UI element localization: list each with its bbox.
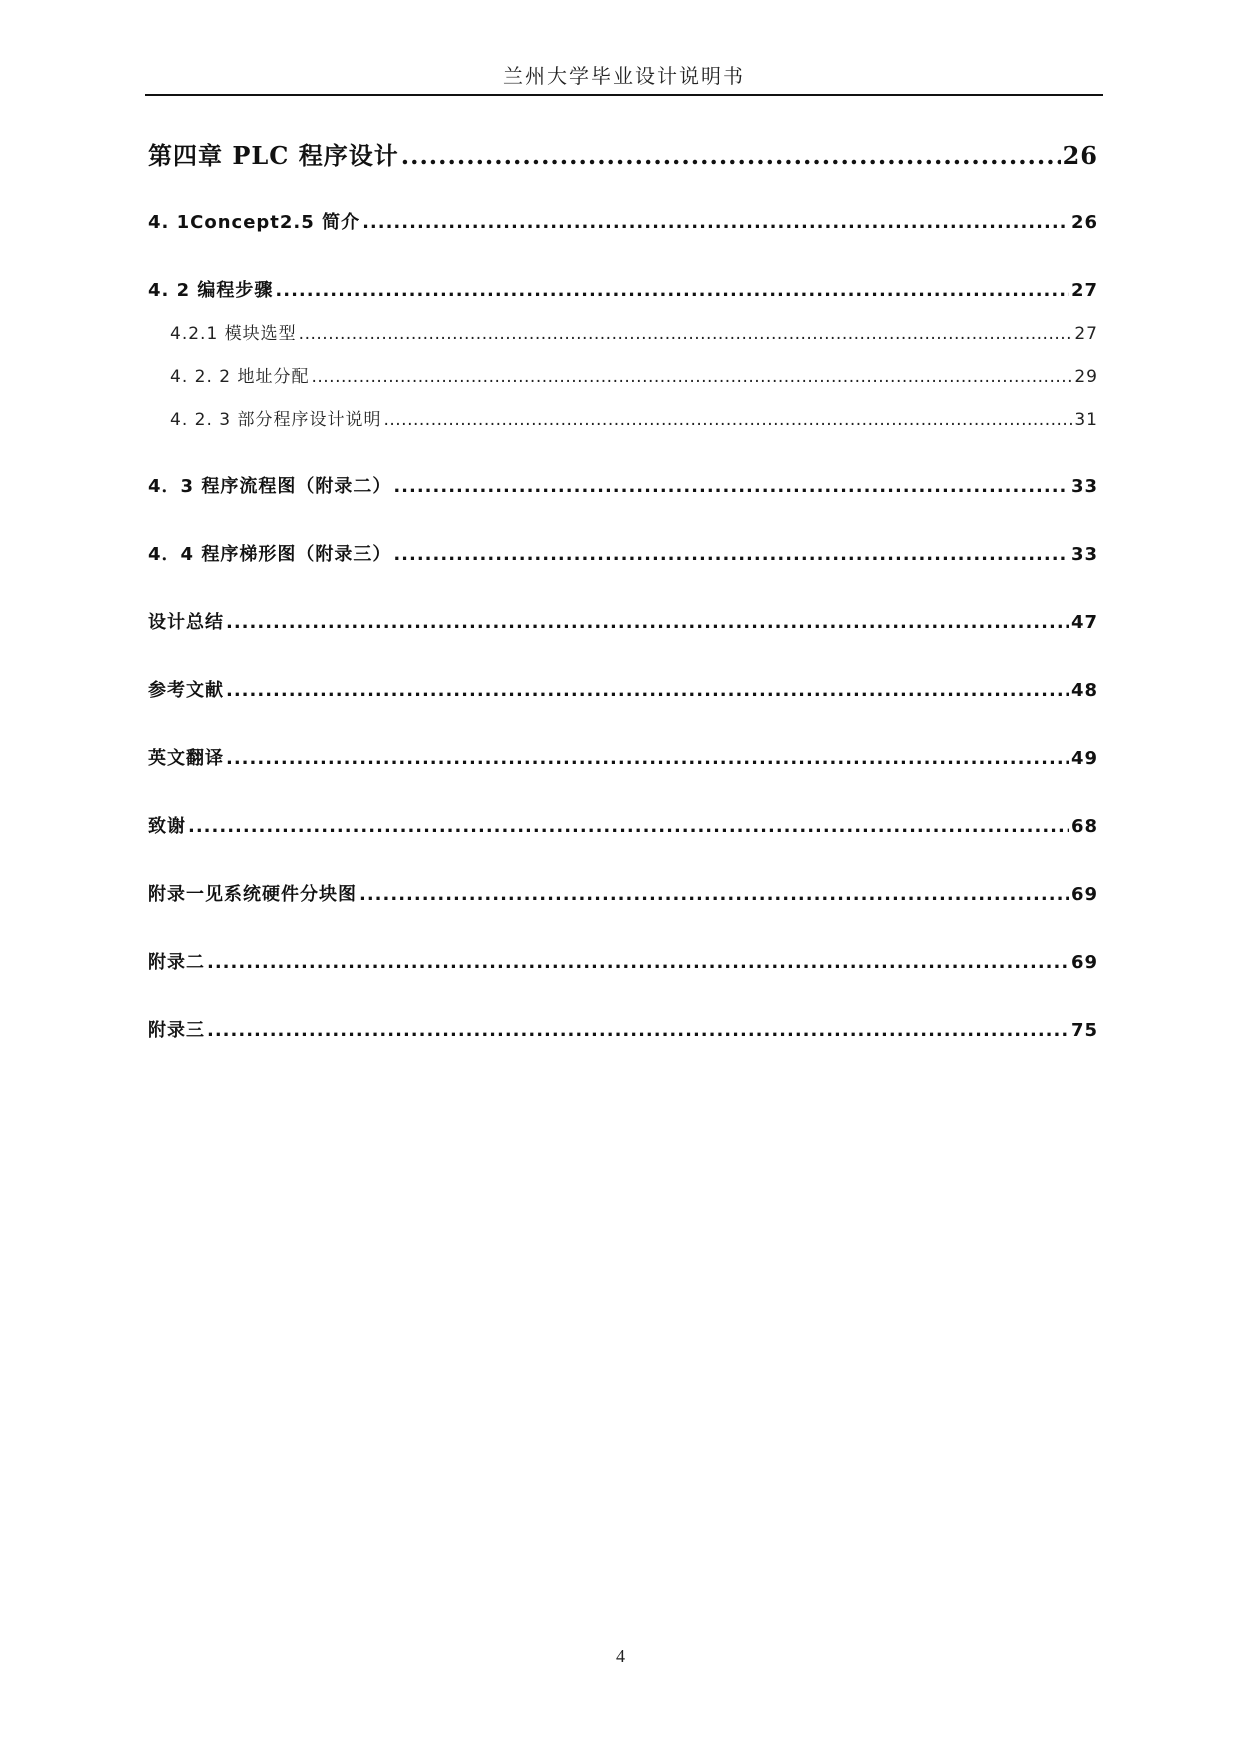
toc-dot-leader [311,367,1072,387]
toc-entry-title: 4．3 程序流程图（附录二） [148,476,392,497]
toc-entry-title: 第四章 PLC 程序设计 [148,141,399,170]
toc-entry-title: 参考文献 [148,680,224,701]
toc-entry-title: 4. 2 编程步骤 [148,280,274,301]
toc-entry-title: 4. 1Concept2.5 简介 [148,212,361,233]
toc-entry-english-translation[interactable] [148,744,1098,770]
toc-entry-4-2[interactable] [148,276,1098,302]
toc-entry-page: 26 [1070,212,1098,233]
toc-entry-page: 26 [1062,141,1098,170]
page-number: 4 [616,1646,625,1666]
toc-entry-chapter-4[interactable] [148,136,1098,171]
toc-entry-design-summary[interactable] [148,608,1098,634]
toc-entry-acknowledgements[interactable] [148,812,1098,838]
toc-entry-references[interactable] [148,676,1098,702]
toc-entry-title: 附录二 [148,952,205,973]
toc-entry-page: 48 [1070,680,1098,701]
toc-entry-appendix-2[interactable] [148,948,1098,974]
toc-entry-title: 4.2.1 模块选型 [170,324,297,344]
toc-entry-title: 4. 2. 3 部分程序设计说明 [170,410,382,430]
page-header-title: 兰州大学毕业设计说明书 [503,64,745,88]
toc-entry-page: 69 [1070,952,1098,973]
toc-entry-title: 英文翻译 [148,748,224,769]
toc-dot-leader [359,884,1069,905]
toc-entry-4-1[interactable] [148,208,1098,234]
toc-dot-leader [401,141,1061,170]
toc-entry-title: 4. 2. 2 地址分配 [170,367,310,387]
toc-entry-page: 27 [1070,280,1098,301]
toc-entry-4-2-3[interactable] [148,405,1098,430]
toc-dot-leader [299,324,1073,344]
toc-entry-title: 附录三 [148,1020,205,1041]
toc-dot-leader [188,816,1069,837]
toc-entry-page: 27 [1074,324,1098,344]
toc-dot-leader [393,544,1069,565]
toc-dot-leader [207,952,1069,973]
toc-entry-appendix-3[interactable] [148,1016,1098,1042]
toc-dot-leader [226,748,1069,769]
toc-entry-page: 49 [1070,748,1098,769]
toc-entry-page: 33 [1070,476,1098,497]
toc-entry-4-4[interactable] [148,540,1098,566]
toc-dot-leader [226,680,1069,701]
toc-dot-leader [207,1020,1069,1041]
toc-entry-appendix-1[interactable] [148,880,1098,906]
header-divider [145,94,1103,96]
toc-entry-page: 31 [1074,410,1098,430]
toc-entry-page: 68 [1070,816,1098,837]
toc-entry-4-3[interactable] [148,472,1098,498]
toc-entry-4-2-1[interactable] [148,319,1098,344]
toc-dot-leader [362,212,1069,233]
toc-entry-title: 设计总结 [148,612,224,633]
toc-entry-title: 附录一见系统硬件分块图 [148,884,357,905]
toc-entry-page: 47 [1070,612,1098,633]
toc-entry-title: 致谢 [148,816,186,837]
toc-entry-4-2-2[interactable] [148,362,1098,387]
toc-entry-page: 29 [1074,367,1098,387]
toc-dot-leader [275,280,1069,301]
toc-dot-leader [383,410,1072,430]
toc-entry-page: 69 [1070,884,1098,905]
toc-entry-page: 33 [1070,544,1098,565]
toc-entry-page: 75 [1070,1020,1098,1041]
toc-dot-leader [393,476,1069,497]
toc-dot-leader [226,612,1069,633]
toc-entry-title: 4．4 程序梯形图（附录三） [148,544,392,565]
